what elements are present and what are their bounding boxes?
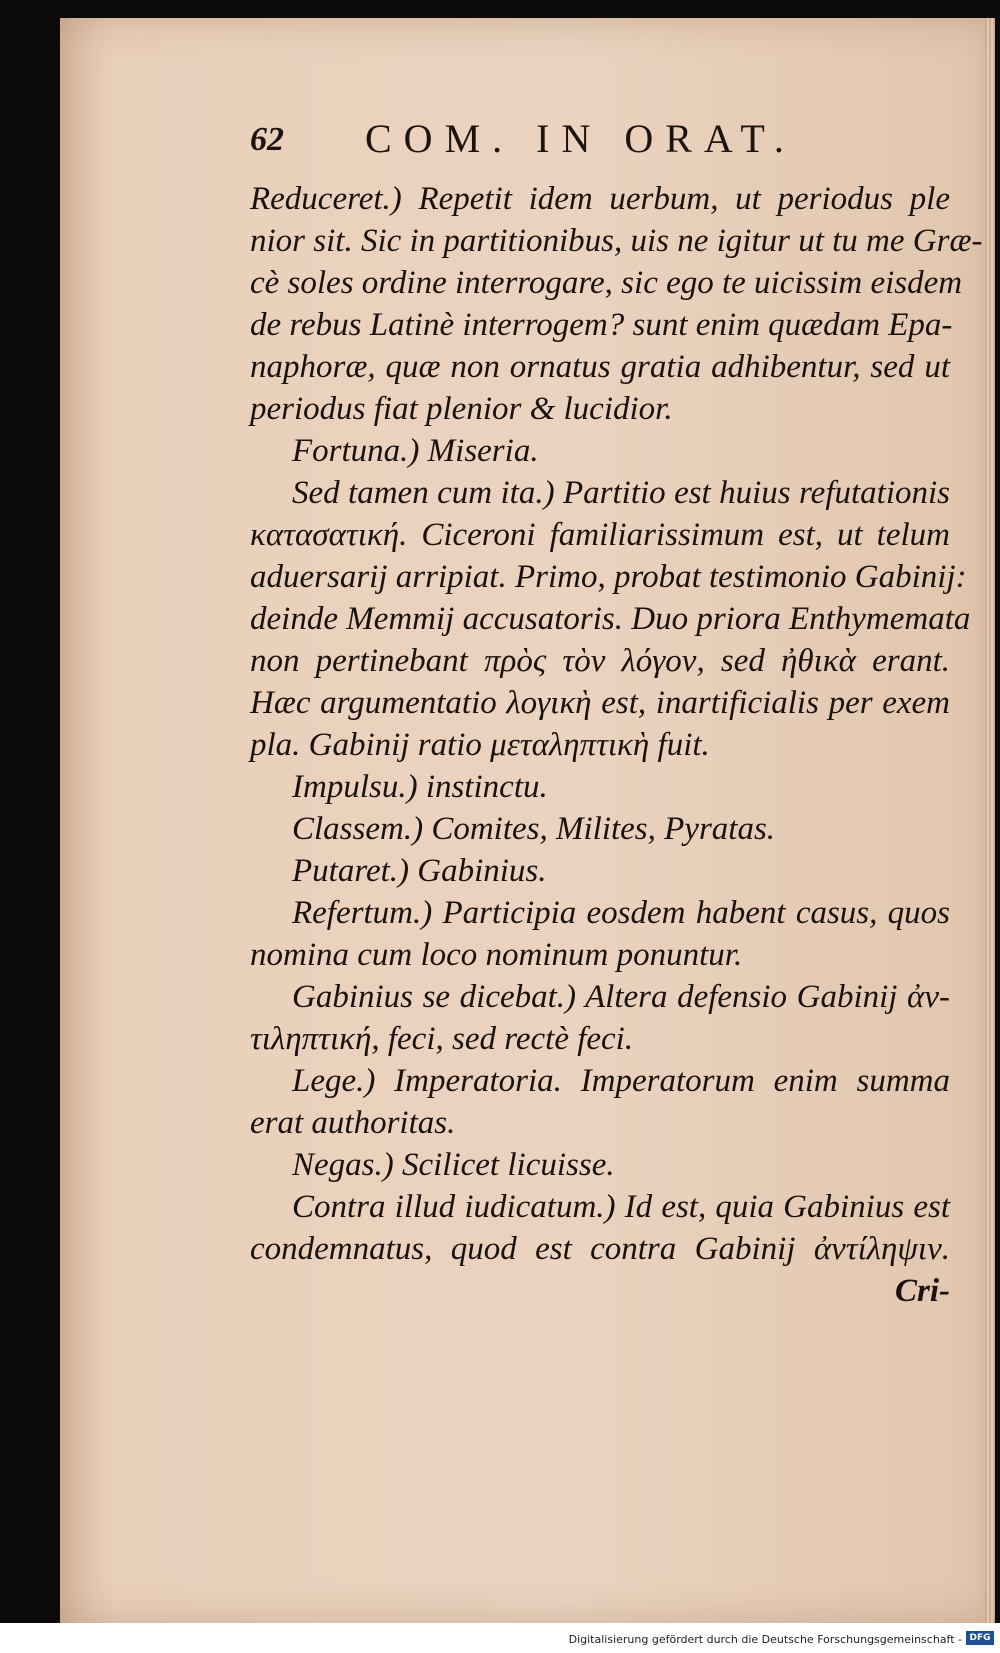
text-line: non pertinebant πρὸς τὸν λόγον, sed ἠθικὰ erant.: [250, 643, 950, 679]
page-number: 62: [250, 121, 284, 158]
text-line: Impulsu.) instinctu.: [292, 769, 548, 805]
text-line: Putaret.) Gabinius.: [292, 853, 547, 889]
body-text: [250, 178, 983, 1312]
text-line: Reduceret.) Repetit idem uerbum, ut periodus ple: [250, 181, 950, 217]
text-line: Contra illud iudicatum.) Id est, quia Gabinius est: [292, 1189, 950, 1225]
text-line: nior sit. Sic in partitionibus, uis ne igitur ut tu me Græ-: [250, 223, 983, 259]
text-line: erat authoritas.: [250, 1105, 456, 1141]
text-line: Gabinius se dicebat.) Altera defensio Gabinij ἀν-: [292, 979, 950, 1015]
text-line: condemnatus, quod est contra Gabinij ἀντίληψιν.: [250, 1231, 950, 1267]
text-line: κατασατική. Ciceroni familiarissimum est, ut telum: [250, 517, 950, 553]
text-line: Fortuna.) Miseria.: [292, 433, 539, 469]
text-line: pla. Gabinij ratio μεταληπτικὴ fuit.: [250, 727, 710, 763]
running-head: COM. IN ORAT.: [365, 116, 796, 161]
dfg-logo: DFG: [966, 1631, 994, 1645]
text-line: Refertum.) Participia eosdem habent casus, quos: [292, 895, 950, 931]
catchword: Cri-: [894, 1273, 950, 1309]
text-line: Sed tamen cum ita.) Partitio est huius refutationis: [292, 475, 950, 511]
footer-credit: Digitalisierung gefördert durch die Deutsche Forschungsgemeinschaft -: [568, 1633, 962, 1646]
text-line: deinde Memmij accusatoris. Duo priora Enthymemata: [250, 601, 971, 637]
digitization-footer: [0, 1623, 1000, 1653]
text-line: Lege.) Imperatoria. Imperatorum enim summa: [292, 1063, 950, 1099]
text-line: Negas.) Scilicet licuisse.: [292, 1147, 615, 1183]
text-line: τιληπτική, feci, sed rectè feci.: [250, 1021, 634, 1057]
text-line: de rebus Latinè interrogem? sunt enim quædam Epa-: [250, 307, 953, 343]
text-line: naphoræ, quæ non ornatus gratia adhibentur, sed ut: [250, 349, 950, 385]
text-line: periodus fiat plenior & lucidior.: [250, 391, 673, 427]
text-line: nomina cum loco nominum ponuntur.: [250, 937, 743, 973]
text-line: aduersarij arripiat. Primo, probat testimonio Gabinij:: [250, 559, 967, 595]
text-line: Hæc argumentatio λογικὴ est, inartificialis per exem: [250, 685, 950, 721]
page-header: [250, 113, 850, 173]
page-edge: [985, 18, 995, 1623]
text-line: Classem.) Comites, Milites, Pyratas.: [292, 811, 776, 847]
book-page: [60, 18, 995, 1623]
text-line: cè soles ordine interrogare, sic ego te uicissim eisdem: [250, 265, 963, 301]
